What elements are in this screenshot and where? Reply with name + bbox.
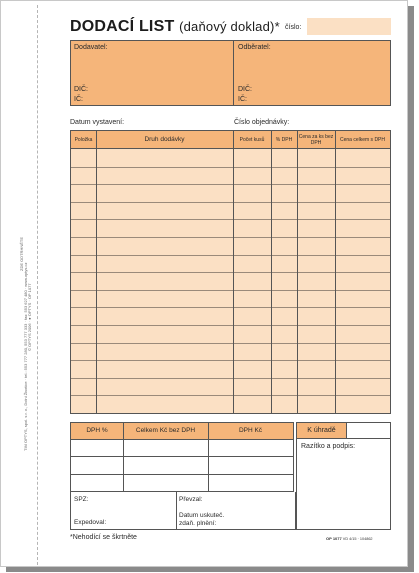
col-divider	[271, 131, 272, 413]
vat-col-rate: DPH %	[86, 427, 108, 434]
items-table	[70, 130, 391, 414]
vat-row-divider	[71, 456, 293, 457]
supplier-dic-label: DIČ:	[74, 86, 88, 93]
table-row-divider	[71, 290, 390, 291]
vat-summary-table	[70, 422, 294, 492]
col-divider	[208, 423, 209, 491]
form-code	[326, 536, 373, 541]
page-shadow-right	[408, 6, 414, 572]
table-row-divider	[71, 307, 390, 308]
vat-row-divider	[71, 474, 293, 475]
title-main: DODACÍ LIST	[70, 18, 175, 35]
table-row-divider	[71, 255, 390, 256]
col-header-total: Cena celkem s DPH	[339, 137, 385, 143]
table-row-divider	[71, 378, 390, 379]
col-header-item: Položka	[74, 137, 93, 143]
spz-label: SPZ:	[74, 496, 89, 503]
amount-due-box[interactable]	[296, 422, 391, 439]
number-field[interactable]	[307, 18, 391, 35]
perforation-line	[37, 5, 38, 565]
supplier-box[interactable]	[70, 40, 234, 106]
received-label: Převzal:	[179, 496, 203, 503]
col-divider	[176, 492, 177, 529]
table-row-divider	[71, 360, 390, 361]
col-divider	[297, 131, 298, 413]
dispatched-label: Expedoval:	[74, 519, 107, 526]
table-row-divider	[71, 237, 390, 238]
delivery-footer	[70, 492, 296, 530]
customer-ic-label: IČ:	[238, 96, 247, 103]
copyright-text: © OPTYS 2006 · ● OPTYS · OP 1077	[27, 283, 32, 351]
table-row-divider	[71, 202, 390, 203]
supplier-ic-label: IČ:	[74, 96, 83, 103]
col-header-unit-price: Cena za ks bez DPH	[298, 134, 334, 146]
number-label: číslo:	[285, 24, 302, 31]
customer-label: Odběratel:	[238, 44, 271, 51]
supply-date-label-1: Datum uskuteč.	[179, 512, 225, 519]
document-title	[70, 18, 280, 36]
form-code-extra: VD 4/15 · 104862	[342, 537, 373, 541]
col-header-quantity: Počet kusů	[239, 137, 265, 143]
publisher-text: TIM OPTYS, spol. s r. o., Dolní Životice · tel.: 553 777 280, 553 777 333 · fax: 553 627 480 · www.optys.cz	[23, 262, 28, 451]
table-row-divider	[71, 343, 390, 344]
table-row-divider	[71, 325, 390, 326]
col-divider	[233, 131, 234, 413]
table-row-divider	[71, 272, 390, 273]
items-table-header	[71, 131, 390, 149]
col-header-vat-rate: % DPH	[275, 137, 293, 143]
vat-col-base: Celkem Kč bez DPH	[135, 427, 196, 434]
spine-print	[17, 151, 31, 451]
footnote: *Nehodící se škrtněte	[70, 534, 137, 541]
supplier-label: Dodavatel:	[74, 44, 108, 51]
customer-dic-label: DIČ:	[238, 86, 252, 93]
page-shadow-bottom	[6, 567, 414, 572]
col-header-description: Druh dodávky	[144, 136, 185, 143]
table-row-divider	[71, 167, 390, 168]
form-code-main: OP 1077	[326, 536, 342, 541]
stamp-label: Razítko a podpis:	[301, 443, 356, 450]
tear-here-text: ZDE ODTRHNĚTE	[19, 237, 24, 271]
col-divider	[335, 131, 336, 413]
title-subtitle: (daňový doklad)*	[179, 19, 280, 34]
order-number-label: Číslo objednávky:	[234, 119, 290, 126]
stamp-signature-box[interactable]	[296, 439, 391, 530]
col-divider	[123, 423, 124, 491]
amount-due-label: K úhradě	[297, 423, 347, 438]
issue-date-label: Datum vystavení:	[70, 119, 125, 126]
customer-box[interactable]	[233, 40, 391, 106]
vat-table-header	[71, 423, 293, 440]
supply-date-label-2: zdaň. plnění:	[179, 520, 217, 527]
vat-col-amount: DPH Kč	[238, 427, 263, 434]
col-divider	[96, 131, 97, 413]
table-row-divider	[71, 184, 390, 185]
table-row-divider	[71, 219, 390, 220]
table-row-divider	[71, 395, 390, 396]
